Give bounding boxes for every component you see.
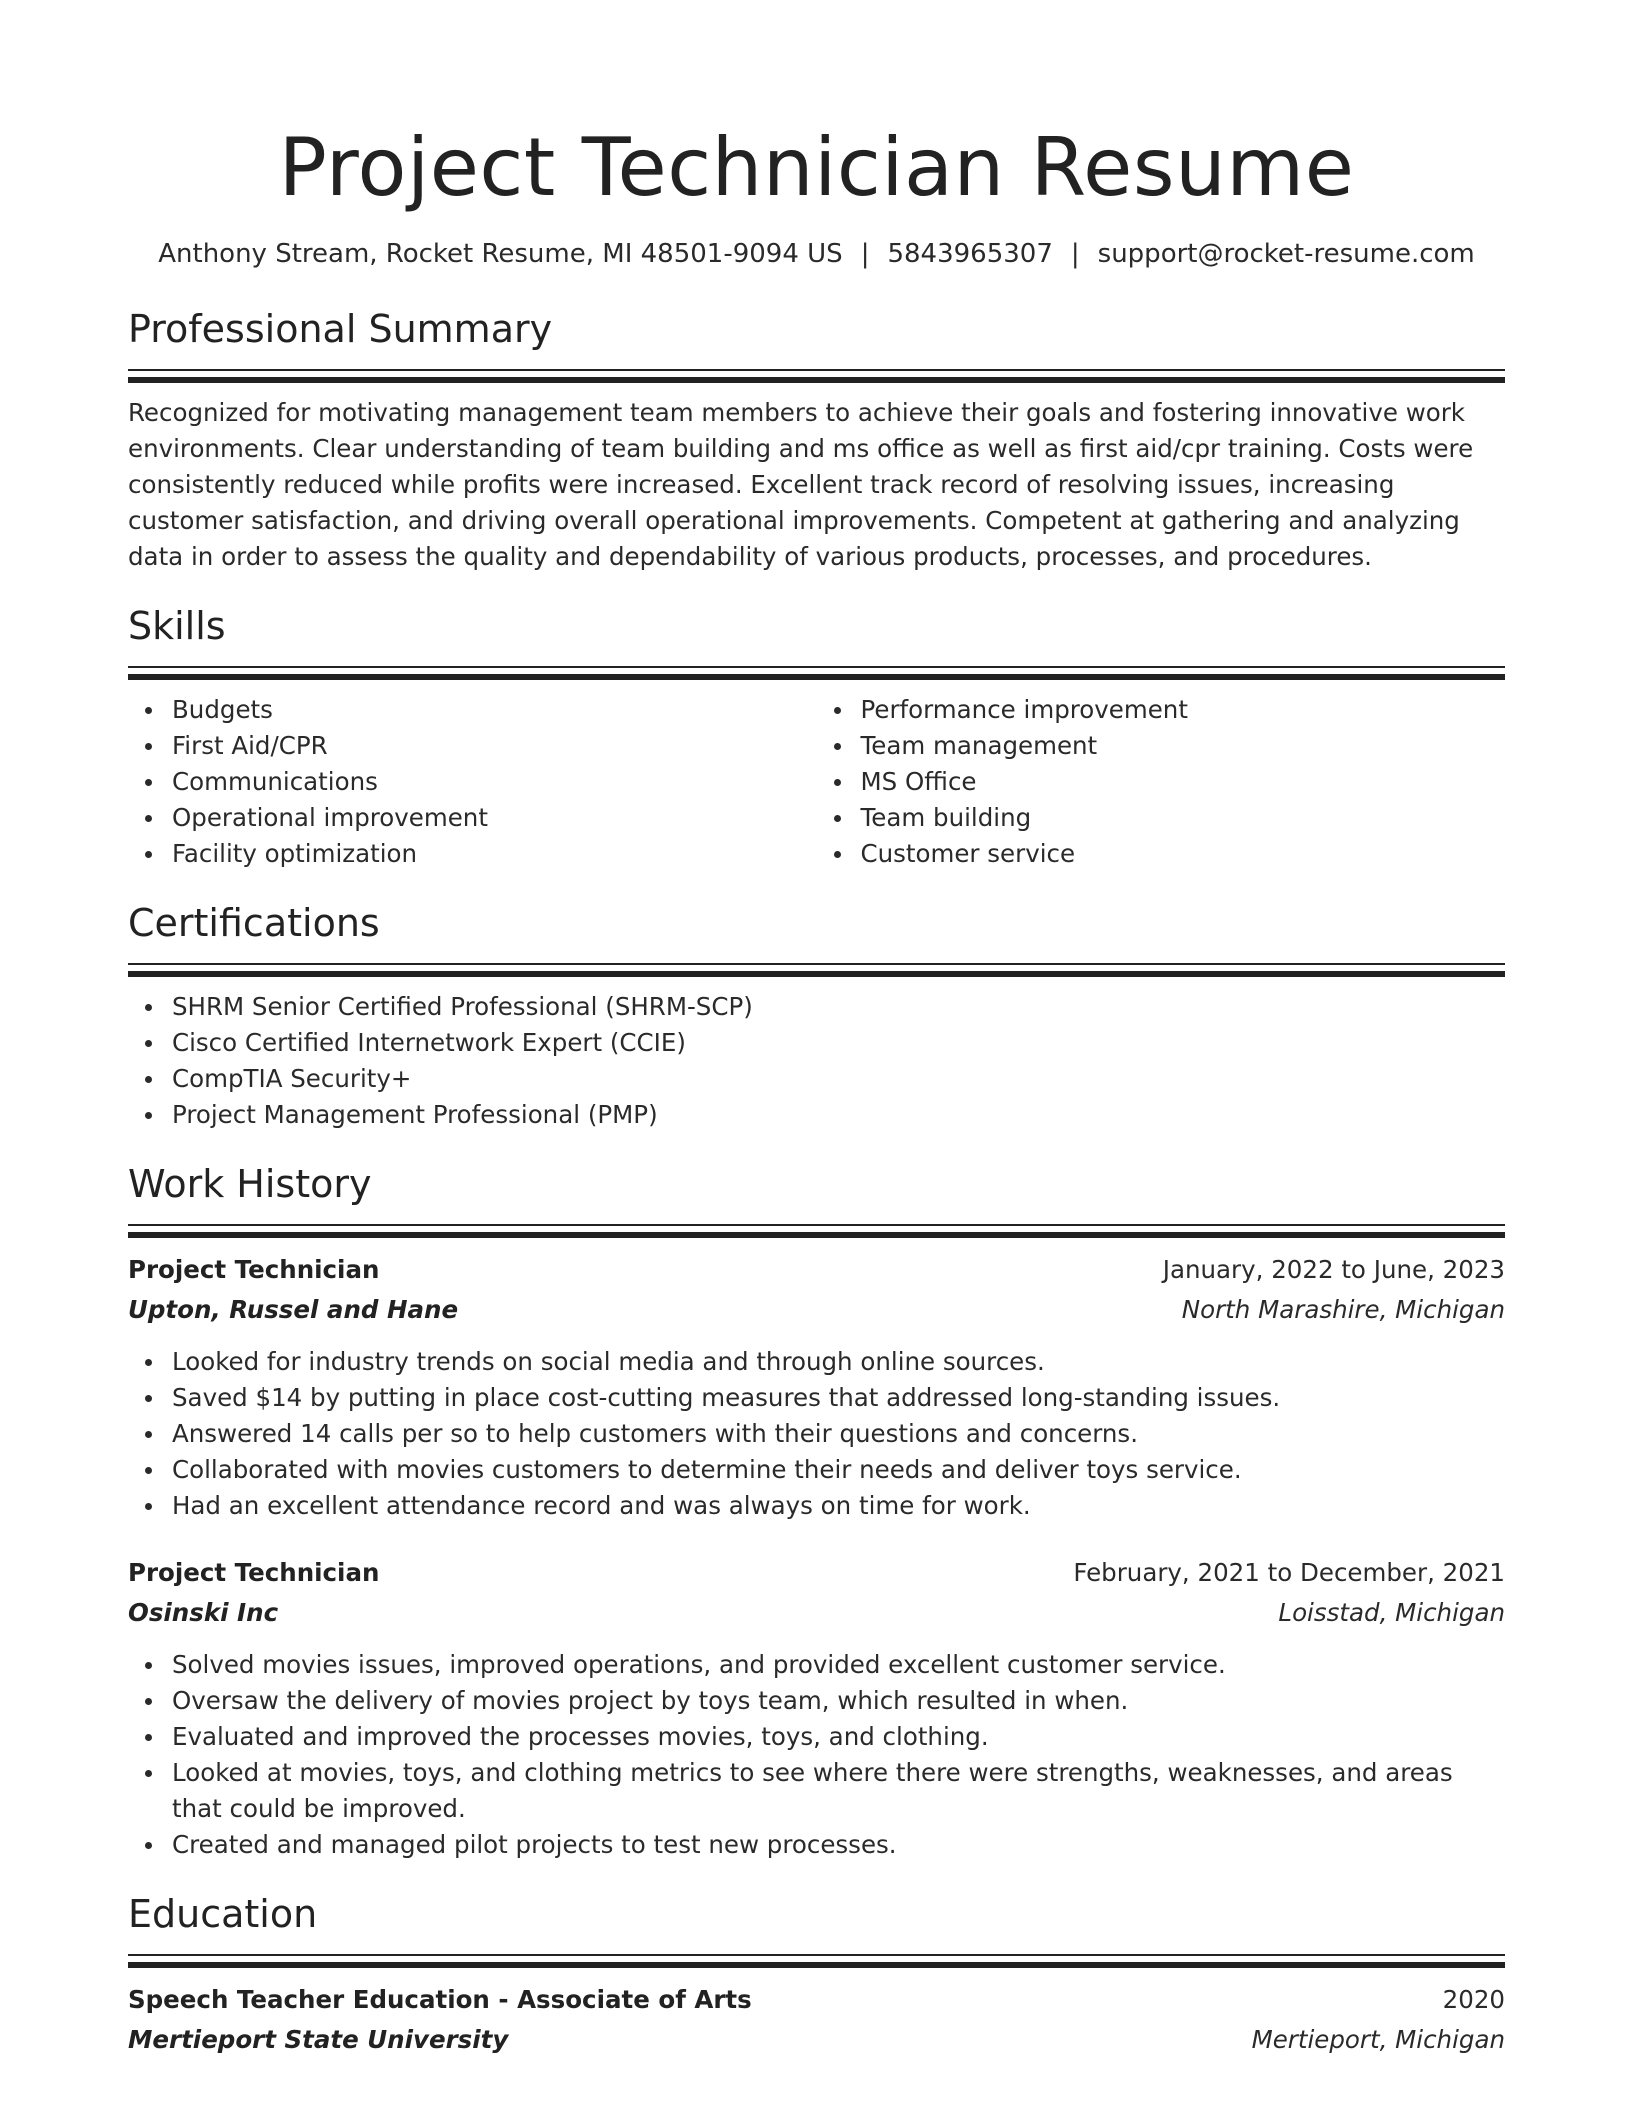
skill-item: Customer service [861,836,1506,872]
summary-heading: Professional Summary [128,307,553,351]
section-divider [128,369,1505,383]
job-duty: Saved $14 by putting in place cost-cutting measures that addressed long-standing issues. [172,1380,1505,1416]
skill-item: Facility optimization [172,836,817,872]
job-entry [128,1553,1505,1863]
skill-item: Performance improvement [861,692,1506,728]
contact-line [128,236,1505,272]
job-company: Osinski Inc [128,1598,279,1627]
job-header-row [128,1553,1505,1593]
certification-item: CompTIA Security+ [172,1061,1505,1097]
job-duty: Oversaw the delivery of movies project by toys team, which resulted in when. [172,1683,1505,1719]
skills-list-left [128,692,817,872]
job-company-row [128,1593,1505,1633]
skill-item: Team management [861,728,1506,764]
skill-item: Operational improvement [172,800,817,836]
contact-separator: | [1070,239,1080,269]
summary-section [128,305,1505,575]
job-header-row [128,1250,1505,1290]
job-location: Loisstad, Michigan [1278,1598,1505,1627]
section-divider [128,1954,1505,1968]
job-duty: Answered 14 calls per so to help customers with their questions and concerns. [172,1416,1505,1452]
skill-item: Team building [861,800,1506,836]
job-company: Upton, Russel and Hane [128,1295,459,1324]
certifications-heading: Certifications [128,901,380,945]
certification-item: Cisco Certified Internetwork Expert (CCIE) [172,1025,1505,1061]
section-divider [128,1224,1505,1238]
job-duty: Looked for industry trends on social media and through online sources. [172,1344,1505,1380]
work-history-section [128,1160,1505,1863]
job-dates: February, 2021 to December, 2021 [1073,1558,1505,1587]
skill-item: Budgets [172,692,817,728]
certification-item: Project Management Professional (PMP) [172,1097,1505,1133]
skills-section [128,602,1505,872]
job-title: Project Technician [128,1255,380,1284]
certifications-list [128,989,1505,1133]
job-entry [128,1250,1505,1524]
education-year: 2020 [1442,1985,1505,2014]
skill-item: First Aid/CPR [172,728,817,764]
work-history-heading: Work History [128,1162,372,1206]
skill-item: Communications [172,764,817,800]
job-dates: January, 2022 to June, 2023 [1162,1255,1505,1284]
skills-grid [128,692,1505,872]
skills-heading: Skills [128,604,226,648]
summary-text: Recognized for motivating management team members to achieve their goals and fostering innovative work environments. Clear understanding of team building and ms office as well as first aid/cpr training. Costs were consistently reduced while profits were increased. Excellent track record of resolving issues, increasing customer satisfaction, and driving overall operational improvements. Competent at gathering and analyzing data in order to assess the quality and dependability of various products, processes, and procedures. [128,398,1474,571]
contact-address: Anthony Stream, Rocket Resume, MI 48501-9094 US [158,239,843,269]
job-duty: Created and managed pilot projects to test new processes. [172,1827,1505,1863]
job-location: North Marashire, Michigan [1181,1295,1505,1324]
education-school: Mertieport State University [128,2025,509,2054]
resume-title: Project Technician Resume [278,121,1355,214]
job-duty: Had an excellent attendance record and was always on time for work. [172,1488,1505,1524]
job-duty: Collaborated with movies customers to determine their needs and deliver toys service. [172,1452,1505,1488]
job-duty: Looked at movies, toys, and clothing metrics to see where there were strengths, weaknesses, and areas that could be improved. [172,1755,1505,1827]
job-duties-list [128,1344,1505,1524]
section-divider [128,963,1505,977]
skills-list-right [817,692,1506,872]
education-location: Mertieport, Michigan [1251,2025,1505,2054]
education-heading: Education [128,1892,318,1936]
certification-item: SHRM Senior Certified Professional (SHRM-SCP) [172,989,1505,1025]
education-header-row [128,1980,1505,2020]
education-entry [128,1980,1505,2060]
contact-separator: | [860,239,870,269]
education-degree: Speech Teacher Education - Associate of Arts [128,1985,752,2014]
section-divider [128,666,1505,680]
job-title: Project Technician [128,1558,380,1587]
job-company-row [128,1290,1505,1330]
education-school-row [128,2020,1505,2060]
job-duty: Solved movies issues, improved operations, and provided excellent customer service. [172,1647,1505,1683]
contact-phone[interactable]: 5843965307 [887,239,1053,269]
job-duties-list [128,1647,1505,1863]
job-duty: Evaluated and improved the processes movies, toys, and clothing. [172,1719,1505,1755]
certifications-section [128,899,1505,1133]
education-section [128,1890,1505,2060]
skill-item: MS Office [861,764,1506,800]
contact-email[interactable]: support@rocket-resume.com [1097,239,1475,269]
